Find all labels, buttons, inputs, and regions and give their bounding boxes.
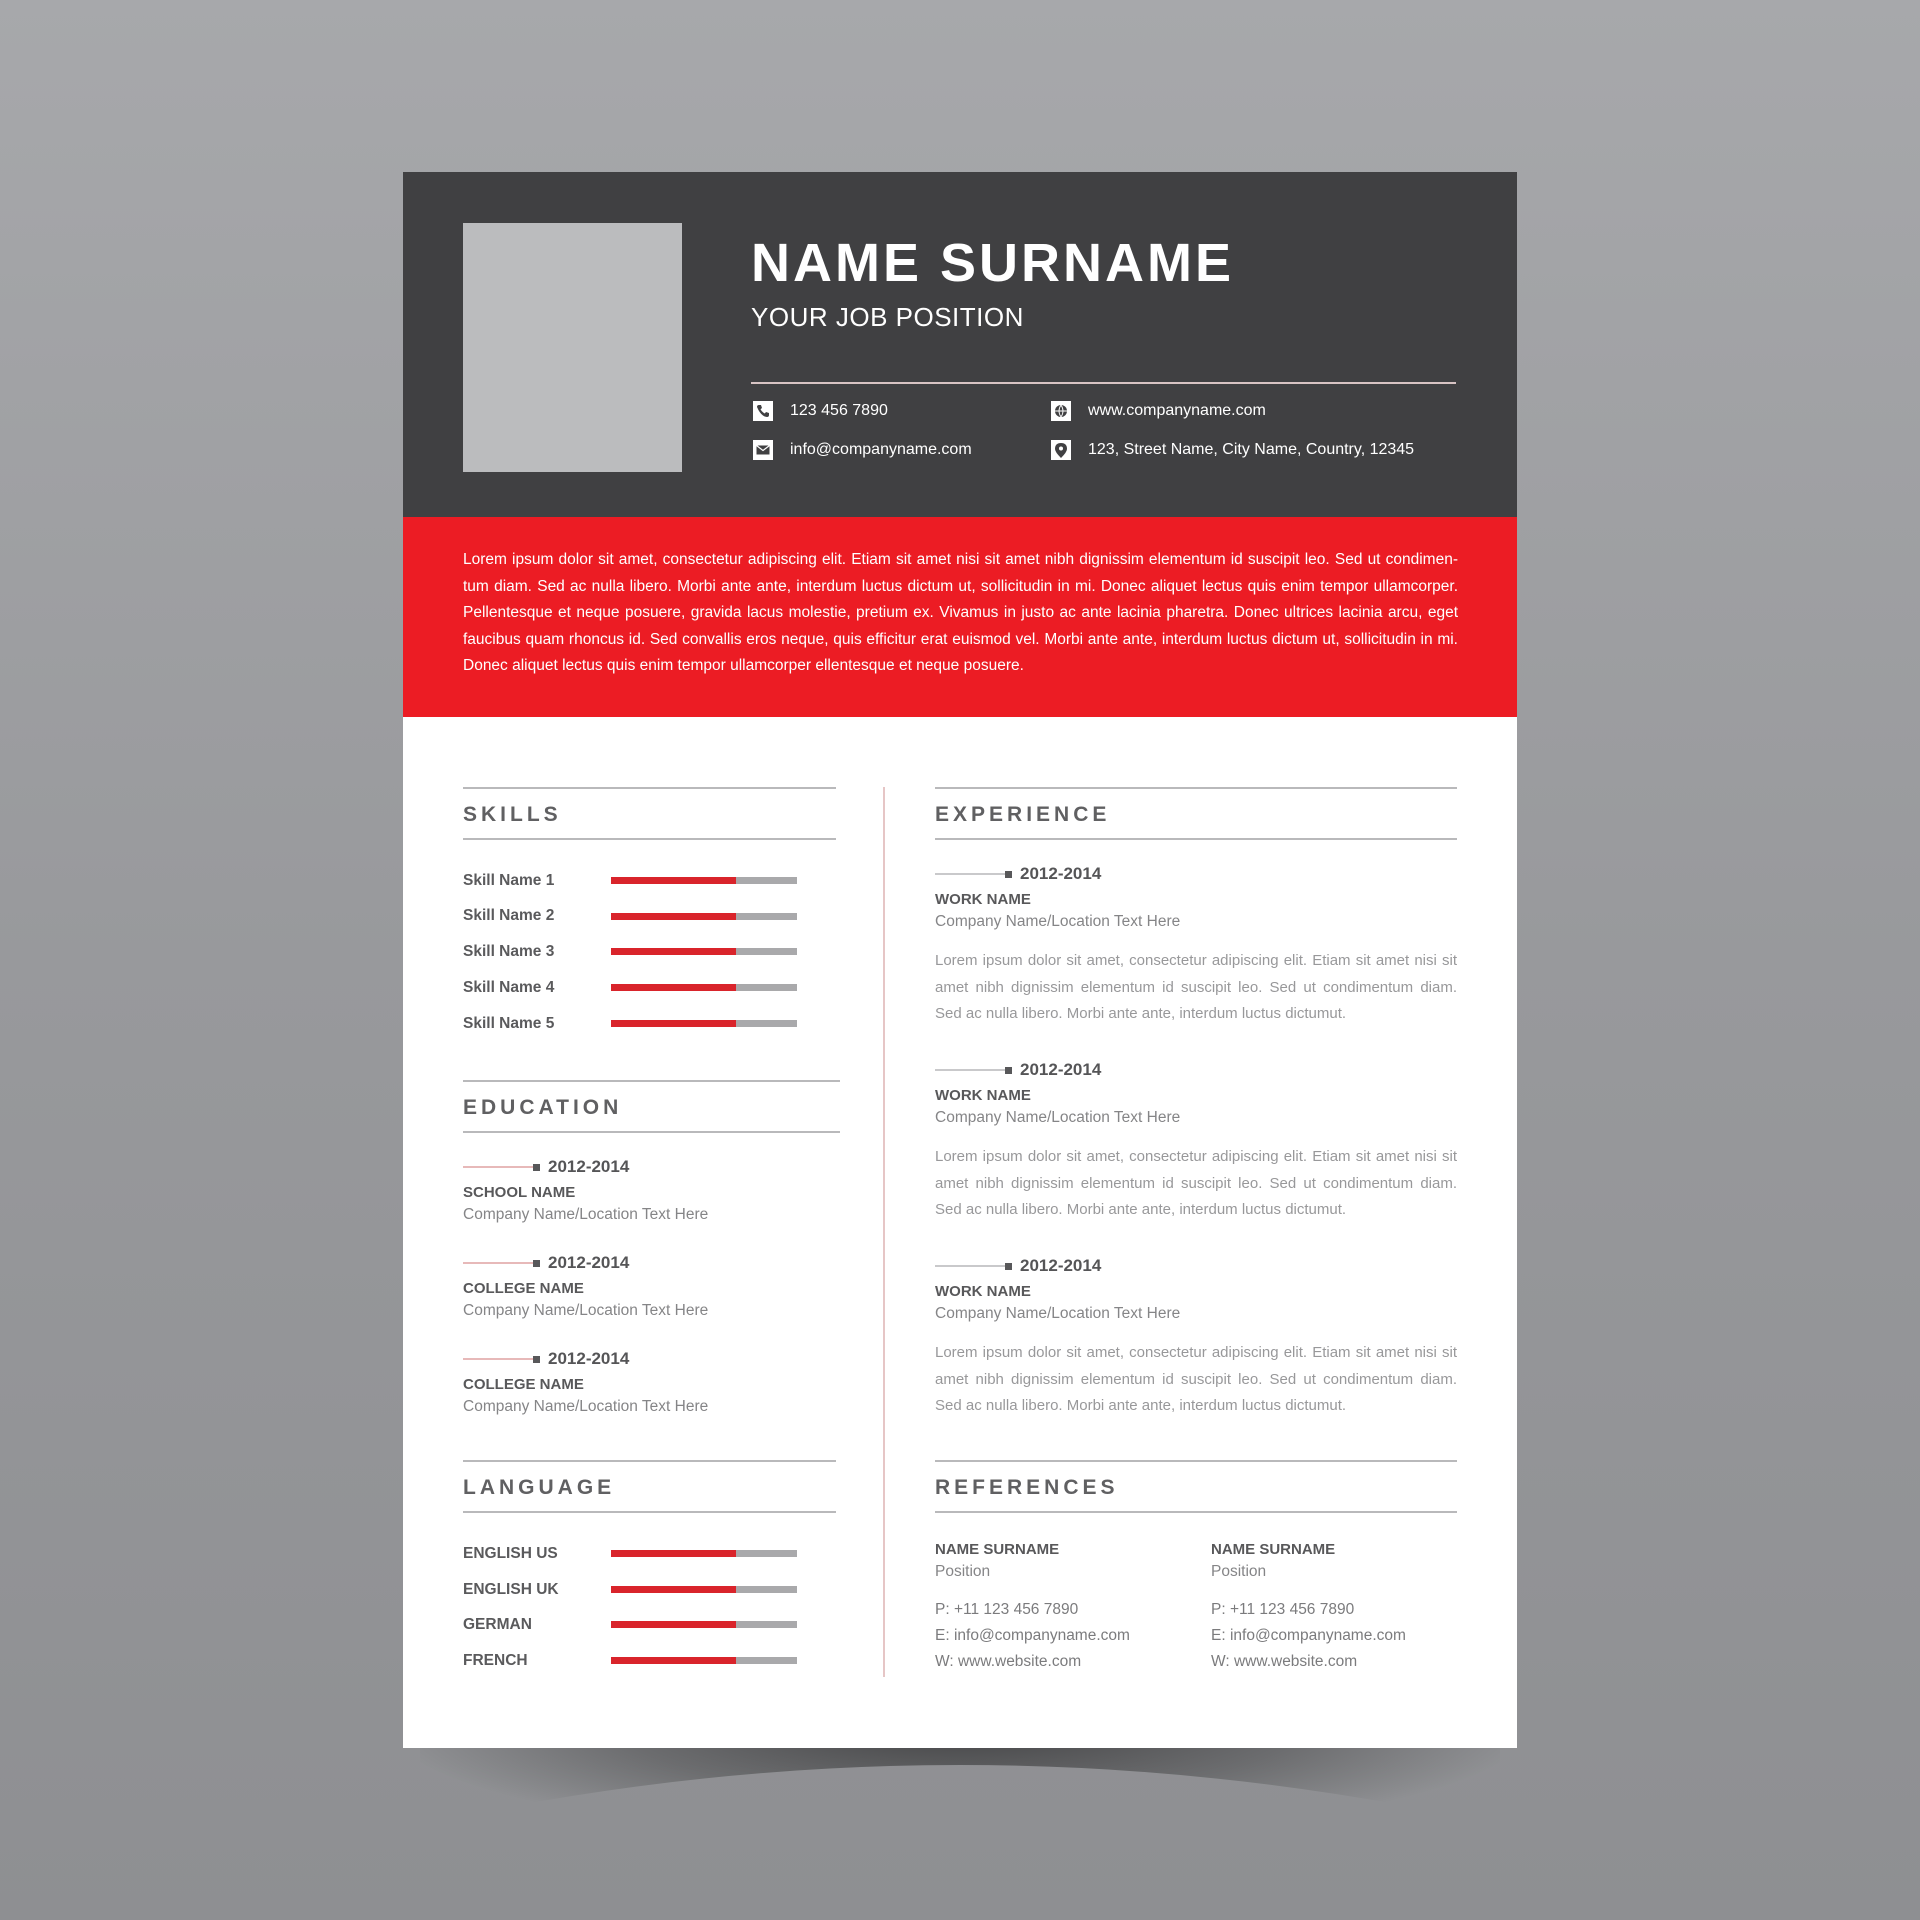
college-name: COLLEGE NAME [463,1280,584,1297]
work-description: Lorem ipsum dolor sit amet, consectetur adipiscing elit. Etiam sit amet nisi sit amet nibh dignissim elementum id suscipit leo. Sed ut condimentum diam. Sed ac nulla libero. Morbi ante ante, interdum luctus dictumut. [935,1344,1457,1414]
skill-bar [611,984,797,991]
references-top-rule [935,1460,1457,1462]
education-date: 2012-2014 [463,1157,629,1177]
phone-icon [753,401,773,421]
reference-name: NAME SURNAME [1211,1541,1336,1558]
reference-position: Position [935,1563,991,1580]
skill-label: Skill Name 4 [463,979,555,996]
skills-top-rule [463,787,836,789]
reference-phone: P: +11 123 456 7890 [1211,1601,1355,1618]
skills-bottom-rule [463,838,836,840]
summary-text: Lorem ipsum dolor sit amet, consectetur adipiscing elit. Etiam sit amet nisi sit amet nibh dignissim elementum id suscipit leo. Sed ut condimen-tum diam. Sed ac nulla libero. Morbi ante ante, interdum luctus dictum ut, sollicitudin in mi. Donec aliquet lectus quis enim tempor ullamcorper. Pellentesque et neque posuere, gravida lacus molestie, pretium ex. Vivamus in justo ac ante lacinia pharetra. Donec ultrices lacinia arcu, eget faucibus quam rhoncus id. Sed convallis eros neque, quis efficitur erat euismod vel. Morbi ante ante, interdum luctus dictum ut, sollicitudin in mi. Donec aliquet lectus quis enim tempor ullamcorper ellentesque et neque posuere. [463,551,1458,674]
mail-icon [753,440,773,460]
web-text: www.companyname.com [1088,402,1266,419]
globe-icon [1051,401,1071,421]
work-location: Company Name/Location Text Here [935,1109,1181,1126]
skill-bar [611,877,797,884]
work-name: WORK NAME [935,1283,1031,1300]
summary-band [403,517,1517,717]
skill-bar-fill [611,877,736,884]
language-label: ENGLISH US [463,1545,558,1562]
work-location: Company Name/Location Text Here [935,1305,1181,1322]
education-top-rule [463,1080,840,1082]
contact-email [753,440,972,460]
resume-header [403,172,1517,517]
education-date: 2012-2014 [463,1349,629,1369]
experience-bottom-rule [935,838,1457,840]
skill-bar-fill [611,984,736,991]
education-bottom-rule [463,1131,840,1133]
experience-top-rule [935,787,1457,789]
education-title: EDUCATION [463,1096,623,1119]
work-description: Lorem ipsum dolor sit amet, consectetur adipiscing elit. Etiam sit amet nisi sit amet nibh dignissim elementum id suscipit leo. Sed ut condimentum diam. Sed ac nulla libero. Morbi ante ante, interdum luctus dictumut. [935,952,1457,1022]
experience-date: 2012-2014 [935,1060,1101,1080]
language-label: GERMAN [463,1616,532,1633]
skills-title: SKILLS [463,803,562,826]
reference-email: E: info@companyname.com [935,1627,1130,1644]
college-name: COLLEGE NAME [463,1376,584,1393]
reference-position: Position [1211,1563,1267,1580]
skill-bar-fill [611,948,736,955]
skill-bar-fill [611,913,736,920]
experience-date: 2012-2014 [935,864,1101,884]
phone-text: 123 456 7890 [790,402,888,419]
header-divider [751,382,1456,384]
reference-web: W: www.website.com [1211,1653,1358,1670]
language-bottom-rule [463,1511,836,1513]
reference-email: E: info@companyname.com [1211,1627,1406,1644]
profile-photo-placeholder [463,223,682,472]
language-bar-fill [611,1621,736,1628]
language-bar-fill [611,1550,736,1557]
language-label: FRENCH [463,1652,528,1669]
experience-date: 2012-2014 [935,1256,1101,1276]
language-label: ENGLISH UK [463,1581,559,1598]
contact-address [1051,440,1414,460]
reference-web: W: www.website.com [935,1653,1082,1670]
school-name: SCHOOL NAME [463,1184,576,1201]
language-bar [611,1657,797,1664]
contact-phone [753,401,888,421]
email-text: info@companyname.com [790,441,972,458]
skill-bar [611,913,797,920]
work-description: Lorem ipsum dolor sit amet, consectetur adipiscing elit. Etiam sit amet nisi sit amet nibh dignissim elementum id suscipit leo. Sed ut condimentum diam. Sed ac nulla libero. Morbi ante ante, interdum luctus dictumut. [935,1148,1457,1218]
address-text: 123, Street Name, City Name, Country, 12345 [1088,441,1415,458]
school-location: Company Name/Location Text Here [463,1206,709,1223]
resume-page [403,172,1517,1748]
contact-web [1051,401,1266,421]
skill-label: Skill Name 1 [463,872,555,889]
skill-label: Skill Name 2 [463,907,555,924]
location-pin-icon [1051,440,1071,460]
skill-bar [611,948,797,955]
reference-phone: P: +11 123 456 7890 [935,1601,1079,1618]
skill-label: Skill Name 5 [463,1015,555,1032]
college-location: Company Name/Location Text Here [463,1302,709,1319]
column-divider [883,787,885,1677]
language-top-rule [463,1460,836,1462]
reference-name: NAME SURNAME [935,1541,1060,1558]
experience-title: EXPERIENCE [935,803,1111,826]
skill-bar-fill [611,1020,736,1027]
job-position: YOUR JOB POSITION [751,302,1024,332]
language-bar [611,1550,797,1557]
language-bar [611,1586,797,1593]
language-title: LANGUAGE [463,1476,616,1499]
language-bar [611,1621,797,1628]
language-bar-fill [611,1586,736,1593]
work-name: WORK NAME [935,1087,1031,1104]
references-title: REFERENCES [935,1476,1119,1499]
skill-label: Skill Name 3 [463,943,555,960]
candidate-name: NAME SURNAME [751,233,1235,293]
skill-bar [611,1020,797,1027]
work-location: Company Name/Location Text Here [935,913,1181,930]
work-name: WORK NAME [935,891,1031,908]
college-location: Company Name/Location Text Here [463,1398,709,1415]
language-bar-fill [611,1657,736,1664]
education-date: 2012-2014 [463,1253,629,1273]
references-bottom-rule [935,1511,1457,1513]
